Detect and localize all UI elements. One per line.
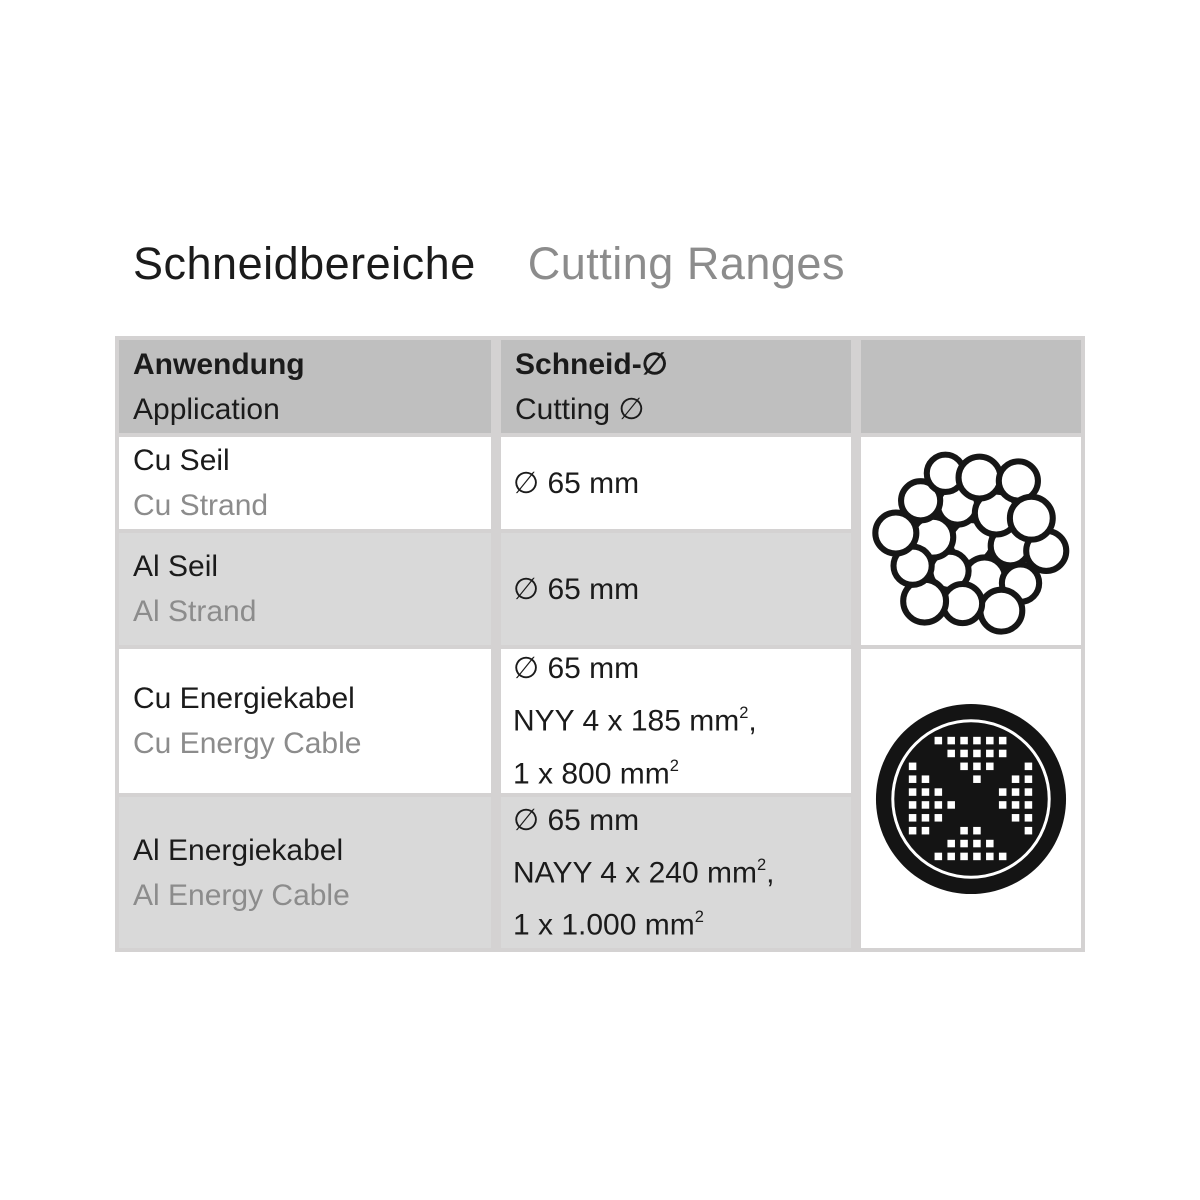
- row-al-cable-en: Al Energy Cable: [133, 878, 350, 912]
- cu-strand-cut-value: ∅ 65 mm: [513, 466, 640, 500]
- cu-cable-cut-line2: NYY 4 x 185 mm: [513, 704, 740, 738]
- row-cu-strand-diameter: [501, 437, 851, 529]
- title-english: Cutting Ranges: [527, 238, 845, 289]
- superscript-2: 2: [739, 704, 749, 723]
- cu-cable-cut-line1: ∅ 65 mm: [513, 652, 640, 686]
- header-cutting-de: Schneid-∅: [515, 347, 668, 381]
- wire-strand-icon: [869, 439, 1074, 644]
- cutting-ranges-table: [115, 336, 1085, 952]
- row-al-cable-application: [119, 797, 491, 948]
- header-application-de: Anwendung: [133, 347, 305, 381]
- header-image-column: [861, 340, 1081, 433]
- cu-cable-cut-line3: 1 x 800 mm: [513, 756, 670, 790]
- title-german: Schneidbereiche: [133, 238, 476, 289]
- row-al-strand-de: Al Seil: [133, 550, 219, 583]
- row-cu-strand-application: [119, 437, 491, 529]
- header-cutting-diameter: [501, 340, 851, 433]
- header-application: [119, 340, 491, 433]
- superscript-2: 2: [694, 908, 704, 926]
- al-cable-cut-line2: NAYY 4 x 240 mm: [513, 856, 757, 889]
- row-cu-cable-diameter: ∅ 65 mm NYY 4 x 185 $mm^2$, 1 x 800 $mm^2$: [501, 649, 851, 793]
- row-cu-cable-de: Cu Energiekabel: [133, 682, 355, 715]
- strand-cross-section-image: [861, 437, 1081, 645]
- row-al-strand-en: Al Strand: [133, 595, 257, 628]
- row-cu-cable-application: [119, 649, 491, 793]
- page-title: [133, 238, 845, 290]
- row-al-cable-de: Al Energiekabel: [133, 833, 344, 867]
- cable-cross-section-image: [861, 649, 1081, 948]
- al-cable-cut-line3: 1 x 1.000 mm: [513, 908, 695, 942]
- row-al-strand-diameter: [501, 533, 851, 645]
- row-al-strand-application: [119, 533, 491, 645]
- header-application-en: Application: [133, 392, 280, 426]
- superscript-2: 2: [669, 756, 679, 775]
- al-cable-cut-line1: ∅ 65 mm: [513, 803, 640, 837]
- row-cu-strand-en: Cu Strand: [133, 489, 269, 522]
- superscript-2: 2: [756, 855, 767, 874]
- row-cu-strand-de: Cu Seil: [133, 444, 230, 477]
- row-cu-cable-en: Cu Energy Cable: [133, 727, 362, 760]
- al-strand-cut-value: ∅ 65 mm: [513, 572, 640, 606]
- header-cutting-en: Cutting ∅: [515, 392, 645, 426]
- energy-cable-icon: [872, 700, 1070, 898]
- row-al-cable-diameter: ∅ 65 mm NAYY 4 x 240 $mm^2$, 1 x 1.000 $mm^2$: [501, 797, 851, 948]
